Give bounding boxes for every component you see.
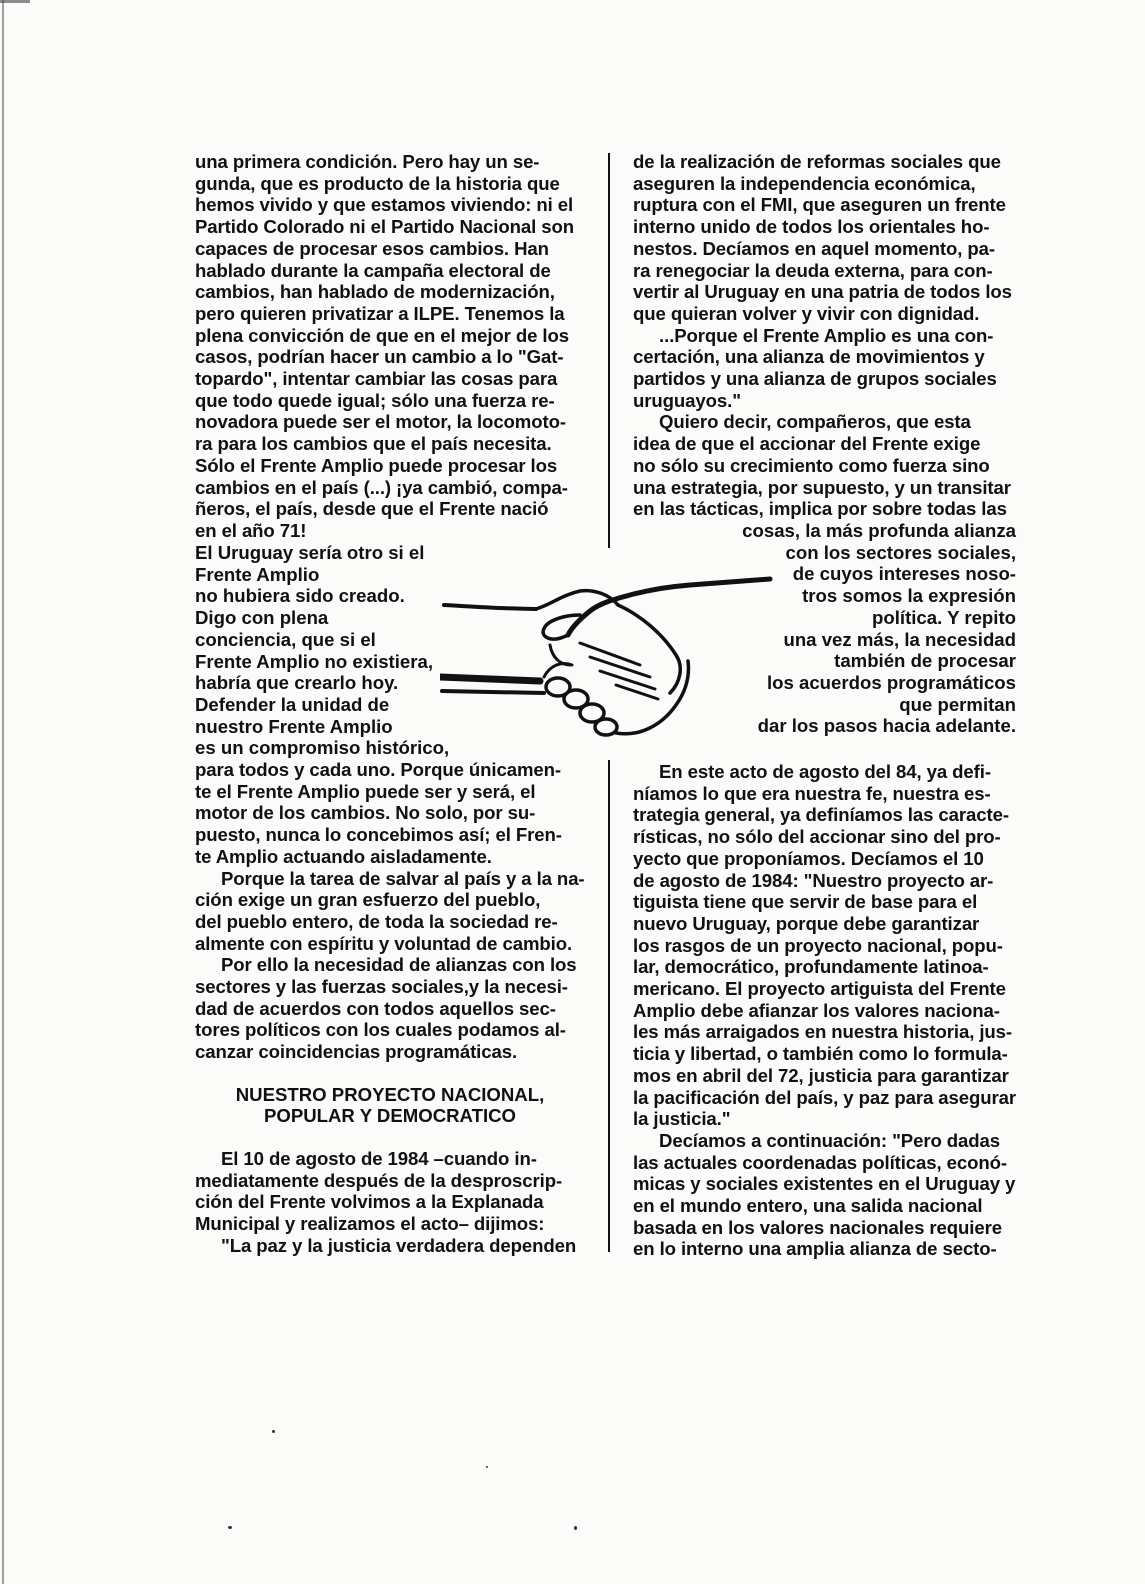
text-line: pero quieren privatizar a ILPE. Tenemos la	[195, 302, 565, 324]
column-divider-bottom	[608, 760, 610, 1252]
text-line: cosas, la más profunda alianza	[742, 520, 1016, 541]
text-line: capaces de procesar esos cambios. Han	[195, 237, 549, 259]
print-speck	[486, 1466, 488, 1468]
text-line: uruguayos."	[633, 389, 741, 411]
text-line: almente con espíritu y voluntad de cambio.	[195, 932, 573, 954]
text-line: conciencia, que si el	[195, 628, 376, 650]
text-line: puesto, nunca lo concebimos así; el Fren-	[195, 824, 562, 846]
left-paragraph-2	[195, 868, 585, 955]
text-line: Frente Amplio no existiera,	[195, 650, 433, 672]
text-line: topardo", intentar cambiar las cosas para	[195, 368, 558, 390]
text-line: rísticas, no sólo del accionar sino del pro-	[633, 826, 1001, 848]
print-speck	[228, 1526, 232, 1529]
text-line: certación, una alianza de movimientos y	[633, 346, 985, 368]
print-speck	[272, 1430, 275, 1433]
text-line: Digo con plena	[195, 607, 329, 629]
text-line: El 10 de agosto de 1984 –cuando in-	[221, 1148, 537, 1169]
text-line: ción del Frente volvimos a la Explanada	[195, 1191, 544, 1213]
text-line: de cuyos intereses noso-	[792, 563, 1016, 585]
text-line: motor de los cambios. No solo, por su-	[195, 802, 536, 824]
text-line: cambios en el país (...) ¡ya cambió, compa-	[195, 476, 568, 498]
text-line: Defender la unidad de	[195, 693, 390, 715]
left-column	[195, 151, 585, 542]
text-line: ñeros, el país, desde que el Frente nació	[195, 498, 549, 520]
text-line: del pueblo entero, de toda la sociedad re-	[195, 910, 558, 932]
text-line: nuestro Frente Amplio	[195, 715, 393, 737]
right-paragraph-4	[633, 761, 1019, 1130]
text-line: El Uruguay sería otro si el	[195, 542, 425, 563]
left-column-lower	[195, 759, 585, 1063]
text-line: tiguista tiene que servir de base para el	[633, 891, 978, 913]
text-line: la pacificación del país, y paz para asegurar	[633, 1086, 1017, 1108]
text-line: las actuales coordenadas políticas, econó-	[633, 1151, 1008, 1173]
text-line: de agosto de 1984: "Nuestro proyecto ar-	[633, 869, 994, 891]
text-line: interno unido de todos los orientales ho-	[633, 216, 990, 238]
text-line: ticia y libertad, o también como lo formula-	[633, 1043, 1008, 1065]
text-line: Decíamos a continuación: "Pero dadas	[659, 1129, 1001, 1151]
text-line: Amplio debe afianzar los valores naciona-	[633, 999, 1000, 1021]
text-line: ruptura con el FMI, que aseguren un frente	[633, 194, 1006, 216]
text-line: "La paz y la justicia verdadera dependen	[221, 1234, 577, 1256]
text-line: la justicia."	[633, 1108, 731, 1130]
text-line: vertir al Uruguay en una patria de todos los	[633, 281, 1012, 303]
left-paragraph-1	[195, 151, 585, 542]
text-line: que quieran volver y vivir con dignidad.	[633, 302, 980, 324]
heading-line: NUESTRO PROYECTO NACIONAL,	[235, 1084, 545, 1105]
text-line: política. Y repito	[872, 606, 1016, 628]
text-line: no hubiera sido creado.	[195, 585, 405, 607]
text-line: aseguren la independencia económica,	[633, 172, 976, 194]
column-divider-top	[608, 153, 610, 548]
text-line: habría que crearlo hoy.	[195, 672, 399, 694]
text-line: dar los pasos hacia adelante.	[757, 715, 1016, 737]
right-paragraph-1	[633, 151, 1019, 325]
print-speck	[574, 1526, 577, 1530]
text-line: partidos y una alianza de grupos sociales	[633, 368, 997, 390]
text-line: les más arraigados en nuestra historia, jus-	[633, 1021, 1012, 1043]
text-line: basada en los valores nacionales requiere	[633, 1216, 1002, 1238]
text-line: hablado durante la campaña electoral de	[195, 259, 551, 281]
text-line: nestos. Decíamos en aquel momento, pa-	[633, 237, 995, 259]
text-line: trategia general, ya definíamos las caracte-	[633, 804, 1009, 826]
text-line: Quiero decir, compañeros, que esta	[659, 411, 971, 433]
text-line: lar, democrático, profundamente latinoa-	[633, 956, 989, 978]
text-line: en el año 71!	[195, 519, 307, 541]
text-line: mos en abril del 72, justicia para garantizar	[633, 1064, 1009, 1086]
text-line: mediatamente después de la desproscrip-	[195, 1169, 563, 1191]
text-line: también de procesar	[834, 650, 1016, 672]
text-line: los rasgos de un proyecto nacional, popu-	[633, 934, 1003, 956]
text-line: idea de que el accionar del Frente exige	[633, 433, 981, 455]
left-paragraph-3	[195, 954, 585, 1063]
text-line: tores políticos con los cuales podamos al-	[195, 1019, 566, 1041]
text-line: tros somos la expresión	[802, 585, 1016, 607]
text-line: que permitan	[899, 693, 1016, 715]
text-line: micas y sociales existentes en el Uruguay y	[633, 1173, 1016, 1195]
right-paragraph-3	[633, 411, 1019, 520]
text-line: casos, podrían hacer un cambio a lo "Gat-	[195, 346, 564, 368]
text-line: ...Porque el Frente Amplio es una con-	[659, 324, 994, 346]
text-line: en las tácticas, implica por sobre todas las	[633, 498, 1007, 520]
text-line: una primera condición. Pero hay un se-	[195, 151, 540, 172]
page-corner-mark	[0, 0, 30, 3]
right-paragraph-5	[633, 1130, 1019, 1260]
left-paragraph-continuation	[195, 759, 585, 868]
text-line: en lo interno una amplia alianza de secto-	[633, 1238, 997, 1260]
text-line: ción exige un gran esfuerzo del pueblo,	[195, 889, 541, 911]
right-paragraph-2	[633, 325, 1019, 412]
left-paragraph-4	[195, 1148, 585, 1235]
text-line: En este acto de agosto del 84, ya defi-	[659, 761, 991, 782]
text-line: no sólo su crecimiento como fuerza sino	[633, 454, 990, 476]
text-line: dad de acuerdos con todos aquellos sec-	[195, 997, 556, 1019]
text-line: sectores y las fuerzas sociales,y la necesi-	[195, 976, 568, 998]
text-line: Frente Amplio	[195, 563, 320, 585]
text-line: Sólo el Frente Amplio puede procesar los	[195, 454, 558, 476]
text-line: con los sectores sociales,	[785, 541, 1016, 563]
text-line: Por ello la necesidad de alianzas con los	[221, 954, 577, 976]
section-heading	[195, 1084, 585, 1126]
text-line: novadora puede ser el motor, la locomoto-	[195, 411, 566, 433]
text-line: hemos vivido y que estamos viviendo: ni el	[195, 194, 574, 216]
left-column-bottom	[195, 1148, 585, 1257]
left-wrap-text	[195, 542, 449, 759]
text-line: de la realización de reformas sociales que	[633, 151, 1001, 172]
handshake-icon	[440, 565, 780, 750]
text-line: gunda, que es producto de la historia que	[195, 172, 560, 194]
text-line: níamos lo que era nuestra fe, nuestra es-	[633, 782, 991, 804]
heading-line: POPULAR Y DEMOCRATICO	[263, 1105, 517, 1126]
text-line: yecto que proponíamos. Decíamos el 10	[633, 847, 984, 869]
text-line: cambios, han hablado de modernización,	[195, 281, 555, 303]
text-line: es un compromiso histórico,	[195, 737, 450, 759]
text-line: ra renegociar la deuda externa, para con-	[633, 259, 993, 281]
text-line: los acuerdos programáticos	[766, 671, 1016, 693]
right-column	[633, 151, 1019, 520]
text-line: canzar coincidencias programáticas.	[195, 1041, 518, 1063]
text-line: que todo quede igual; sólo una fuerza re-	[195, 389, 555, 411]
text-line: nuevo Uruguay, porque debe garantizar	[633, 912, 980, 934]
text-line: Porque la tarea de salvar al país y a la na-	[221, 867, 585, 889]
text-line: mericano. El proyecto artiguista del Frente	[633, 978, 1006, 1000]
text-line: te Amplio actuando aisladamente.	[195, 845, 492, 867]
text-line: Municipal y realizamos el acto– dijimos:	[195, 1213, 545, 1235]
right-column-lower	[633, 761, 1019, 1260]
text-line: ra para los cambios que el país necesita.	[195, 433, 552, 455]
text-line: una estrategia, por supuesto, y un transitar	[633, 476, 1011, 498]
text-line: plena convicción de que en el mejor de los	[195, 324, 569, 346]
text-line: una vez más, la necesidad	[783, 628, 1016, 650]
text-line: Partido Colorado ni el Partido Nacional son	[195, 216, 574, 238]
page-edge-line	[2, 0, 4, 1584]
text-line: para todos y cada uno. Porque únicamen-	[195, 759, 561, 780]
text-line: en el mundo entero, una salida nacional	[633, 1195, 983, 1217]
left-paragraph-5	[195, 1235, 585, 1257]
text-line: te el Frente Amplio puede ser y será, el	[195, 780, 536, 802]
